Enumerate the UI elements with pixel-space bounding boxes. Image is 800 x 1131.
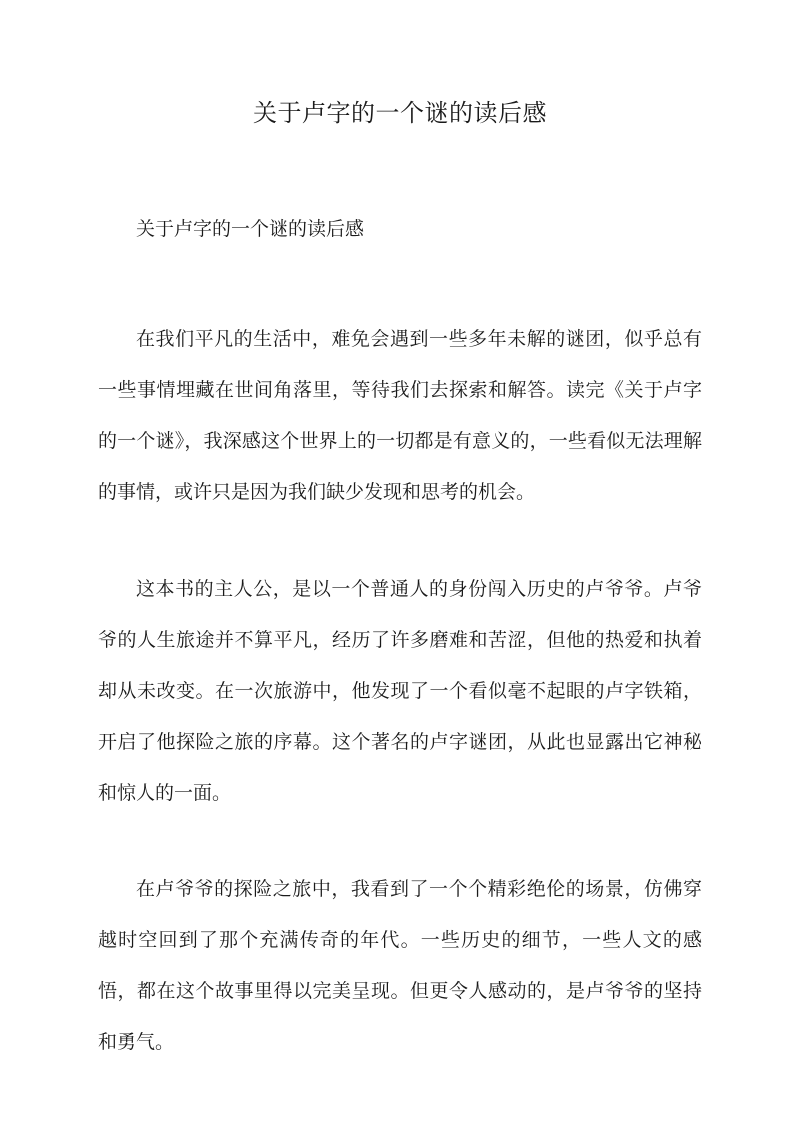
paragraph-2: 这本书的主人公，是以一个普通人的身份闯入历史的卢爷爷。卢爷爷的人生旅途并不算平凡，经历了许多磨难和苦涩，但他的热爱和执着却从未改变。在一次旅游中，他发现了一个看似毫不起眼的卢字铁箱，开启了他探险之旅的序幕。这个著名的卢字谜团，从此也显露出它神秘和惊人的一面。 xyxy=(98,578,702,804)
paragraph-3: 在卢爷爷的探险之旅中，我看到了一个个精彩绝伦的场景，仿佛穿越时空回到了那个充满传奇的年代。一些历史的细节，一些人文的感悟，都在这个故事里得以完美呈现。但更令人感动的，是卢爷爷的坚持和勇气。 xyxy=(98,878,702,1053)
document-title: 关于卢字的一个谜的读后感 xyxy=(253,99,547,127)
document-subtitle: 关于卢字的一个谜的读后感 xyxy=(136,218,365,240)
paragraph-1: 在我们平凡的生活中，难免会遇到一些多年未解的谜团，似乎总有一些事情埋藏在世间角落里，等待我们去探索和解答。读完《关于卢字的一个谜》，我深感这个世界上的一切都是有意义的，一些看似无法理解的事情，或许只是因为我们缺少发现和思考的机会。 xyxy=(98,328,702,503)
